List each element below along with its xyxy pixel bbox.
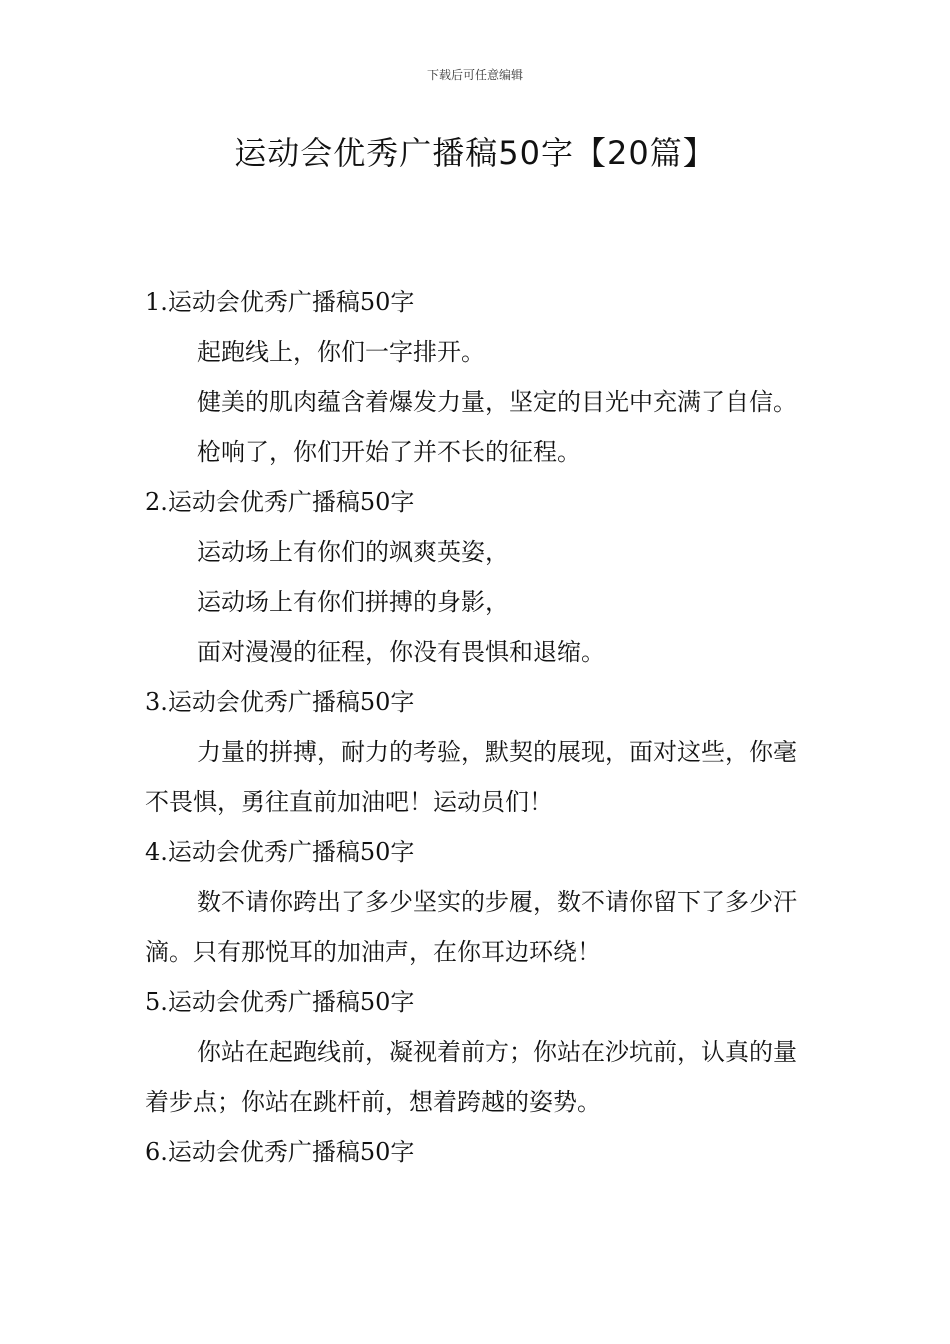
document-body [145, 277, 810, 1177]
paragraph-3-1: 力量的拼搏，耐力的考验，默契的展现，面对这些，你毫不畏惧，勇往直前加油吧！运动员们！ [145, 738, 797, 816]
section-heading-1: 1.运动会优秀广播稿50字 [145, 288, 415, 316]
paragraph-2-1: 运动场上有你们的飒爽英姿， [197, 538, 509, 566]
paragraph-2-2: 运动场上有你们拼搏的身影， [197, 588, 509, 616]
paragraph-4-1: 数不请你跨出了多少坚实的步履，数不请你留下了多少汗滴。只有那悦耳的加油声，在你耳边环绕！ [145, 888, 797, 966]
section-heading-5: 5.运动会优秀广播稿50字 [145, 988, 415, 1016]
paragraph-2-3: 面对漫漫的征程，你没有畏惧和退缩。 [197, 638, 605, 666]
section-heading-6: 6.运动会优秀广播稿50字 [145, 1138, 415, 1166]
paragraph-5-1: 你站在起跑线前，凝视着前方；你站在沙坑前，认真的量着步点；你站在跳杆前，想着跨越的姿势。 [145, 1038, 797, 1116]
section-heading-4: 4.运动会优秀广播稿50字 [145, 838, 415, 866]
section-heading-2: 2.运动会优秀广播稿50字 [145, 488, 415, 516]
paragraph-1-3: 枪响了，你们开始了并不长的征程。 [197, 438, 581, 466]
section-heading-3: 3.运动会优秀广播稿50字 [145, 688, 415, 716]
page-header-note: 下载后可任意编辑 [426, 68, 523, 82]
paragraph-1-2: 健美的肌肉蕴含着爆发力量，坚定的目光中充满了自信。 [197, 388, 797, 416]
document-title: 运动会优秀广播稿50字【20篇】 [234, 134, 716, 172]
paragraph-1-1: 起跑线上，你们一字排开。 [197, 338, 485, 366]
